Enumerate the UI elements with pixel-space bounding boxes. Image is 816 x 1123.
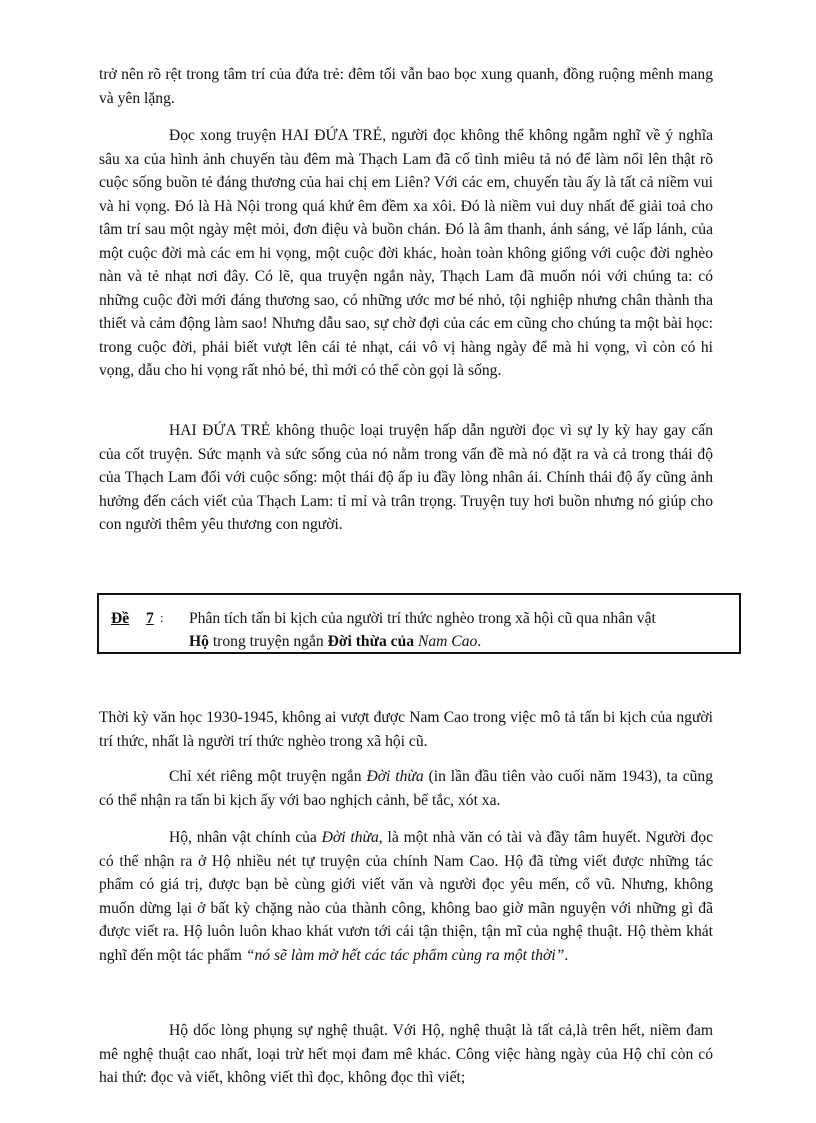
p6-work-title: Đời thừa, — [321, 829, 383, 846]
topic-character-name: Hộ — [189, 633, 209, 650]
p6-text-e: . — [564, 946, 569, 964]
p6-text-c: là một nhà văn có tài và đầy tâm huyết. Người đọc có thể nhận ra ở Hộ nhiều nét tự truyện của chính Nam Cao. Hộ đã từng viết được những tác phẩm có giá trị, được bạn bè cùng giới viết văn và người đọc yêu mến, cổ vũ. Nhưng, không muốn dừng lại ở bất kỳ chặng nào của thành công, không bao giờ mãn nguyện với những gì đã được viết ra. Hộ luôn luôn khao khát vươn tới cái tận thiện, tận mĩ của nghệ thuật. Hộ thèm khát nghĩ đến một tác phẩm — [99, 829, 713, 964]
topic-end: . — [477, 633, 482, 650]
paragraph-hai-dua-tre-meaning: Đọc xong truyện HAI ĐỨA TRẺ, người đọc không thể không ngẫm nghĩ về ý nghĩa sâu xa của hình ảnh chuyến tàu đêm mà Thạch Lam đã cố tình miêu tả nó để làm nổi lên thật rõ cuộc sống buồn tẻ đáng thương của hai chị em Liên? Với các em, chuyến tàu ấy là tất cả niềm vui và hi vọng. Đó là Hà Nội trong quá khứ êm đềm xa xôi. Đó là niềm vui duy nhất để giải toả cho tâm trí sau một ngày mệt mỏi, đơn điệu và buồn chán. Đó là âm thanh, ánh sáng, vẻ lấp lánh, của một cuộc đời mà các em hi vọng, một cuộc đời khác, hoàn toàn không giống với cuộc đời nghèo nàn và tẻ nhạt nơi đây. Có lẽ, qua truyện ngắn này, Thạch Lam đã muốn nói với chúng ta: có những cuộc đời mới đáng thương sao, có những ước mơ bé nhỏ, tội nghiệp nhưng chân thành tha thiết và cảm động làm sao! Nhưng dẫu sao, sự chờ đợi của các em cũng cho chúng ta một bài học: trong cuộc đời, phải biết vượt lên cái tẻ nhạt, cái vô vị hàng ngày để mà hi vọng, vì còn có hi vọng, dẫu cho hi vọng rất nhỏ bé, thì mới có thể còn gọi là sống. — [99, 127, 713, 379]
p6-text-a: Hộ, nhân vật chính của — [169, 829, 322, 846]
paragraph-hai-dua-tre-conclusion: HAI ĐỨA TRẺ không thuộc loại truyện hấp dẫn người đọc vì sự ly kỳ hay gay cấn của cốt truyện. Sức mạnh và sức sống của nó nằm trong vấn đề mà nó đặt ra và cả trong thái độ của Thạch Lam đối với cuộc sống: một thái độ ấp iu đầy lòng nhân ái. Chính thái độ ấy cũng ảnh hưởng đến cách viết của Thạch Lam: tỉ mỉ và trân trọng. Truyện tuy hơi buồn nhưng nó giúp cho con người thêm yêu thương con người. — [99, 422, 713, 533]
p5-text-a: Chỉ xét riêng một truyện ngắn — [169, 768, 367, 785]
topic-line-2 — [189, 630, 739, 653]
topic-text — [189, 607, 739, 653]
topic-work-title: Đời thừa của — [327, 633, 415, 650]
paragraph-nam-cao-intro: Thời kỳ văn học 1930-1945, không ai vượt được Nam Cao trong việc mô tả tấn bi kịch của người trí thức, nhất là người trí thức nghèo trong xã hội cũ. — [99, 709, 713, 750]
topic-label: Đề — [111, 610, 130, 627]
topic-colon: : — [160, 610, 164, 625]
paragraph-doi-thua-intro — [99, 765, 713, 812]
paragraph-intro-continuation: trở nên rõ rệt trong tâm trí của đứa trẻ: đêm tối vẫn bao bọc xung quanh, đồng ruộng mênh mang và yên lặng. — [99, 66, 713, 107]
topic-number: 7 — [146, 610, 154, 627]
p6-quote: “nó sẽ làm mờ hết các tác phẩm cùng ra một thời” — [245, 946, 565, 964]
paragraph-ho-devotion: Hộ dốc lòng phụng sự nghệ thuật. Với Hộ, nghệ thuật là tất cả,là trên hết, niềm đam mê nghệ thuật cao nhất, loại trừ hết mọi đam mê khác. Công việc hàng ngày của Hộ chỉ còn có hai thứ: đọc và viết, không viết thì đọc, không đọc thì viết; — [99, 1022, 713, 1086]
topic-box — [97, 593, 741, 654]
topic-author: Nam Cao — [417, 633, 478, 650]
p5-work-title: Đời thừa — [366, 768, 424, 785]
topic-line-1: Phân tích tấn bi kịch của người trí thức nghèo trong xã hội cũ qua nhân vật — [189, 610, 656, 627]
paragraph-ho-character — [99, 826, 713, 967]
topic-mid-text: trong truyện ngắn — [208, 633, 328, 650]
p5-text-c: (in lần đầu tiên vào cuối năm 1943), ta cũng có thể nhận ra tấn bi kịch ấy với bao nghịch cảnh, bế tắc, xót xa. — [99, 768, 714, 809]
